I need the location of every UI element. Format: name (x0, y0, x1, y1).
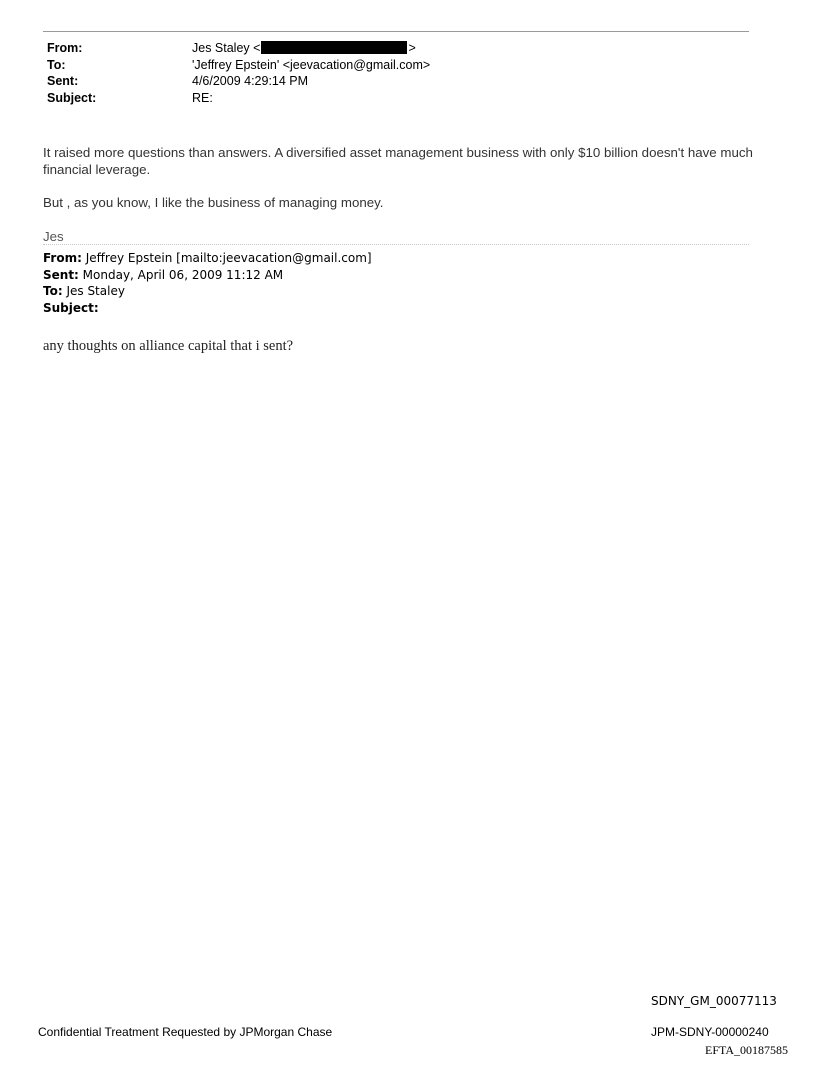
original-sent-label: Sent: (43, 267, 79, 282)
bates-sdny: SDNY_GM_00077113 (651, 994, 777, 1008)
original-to-label: To: (43, 284, 63, 298)
original-to-value: Jes Staley (62, 284, 125, 298)
sent-value: 4/6/2009 4:29:14 PM (192, 74, 309, 88)
signature: Jes (43, 229, 64, 244)
header-sent-row (47, 73, 430, 90)
header-from-row (47, 40, 430, 57)
email-header (47, 40, 430, 106)
redaction-block (261, 41, 407, 54)
original-sent-row (43, 267, 372, 284)
original-message-header (43, 250, 372, 316)
top-divider (43, 31, 749, 32)
body-paragraph-1: It raised more questions than answers. A diversified asset management business with only $10 billion doesn't have much financial leverage. (43, 145, 753, 177)
bates-jpm: JPM-SDNY-00000240 (651, 1025, 769, 1039)
original-sent-value: Monday, April 06, 2009 11:12 AM (78, 267, 284, 282)
to-label: To: (47, 57, 66, 72)
to-value: 'Jeffrey Epstein' <jeevacation@gmail.com> (192, 57, 431, 72)
body-paragraph-2: But , as you know, I like the business of managing money. (43, 195, 384, 210)
subject-label: Subject: (47, 90, 97, 105)
original-to-row (43, 283, 372, 300)
confidential-notice: Confidential Treatment Requested by JPMorgan Chase (38, 1025, 333, 1039)
from-name: Jes Staley < (192, 41, 261, 55)
from-suffix: > (408, 41, 416, 55)
original-subject-row (43, 300, 372, 317)
bates-efta: EFTA_00187585 (705, 1043, 789, 1057)
header-subject-row (47, 90, 430, 107)
quote-divider (43, 244, 749, 245)
original-from-label: From: (43, 251, 82, 265)
original-message-body: any thoughts on alliance capital that i sent? (43, 338, 294, 354)
from-value (192, 40, 416, 57)
original-from-row (43, 250, 372, 267)
sent-label: Sent: (47, 74, 79, 88)
from-label: From: (47, 41, 83, 55)
original-subject-label: Subject: (43, 300, 99, 315)
header-to-row (47, 57, 430, 74)
original-from-value: Jeffrey Epstein [mailto:jeevacation@gmail.com] (81, 251, 372, 265)
subject-value: RE: (192, 90, 213, 105)
